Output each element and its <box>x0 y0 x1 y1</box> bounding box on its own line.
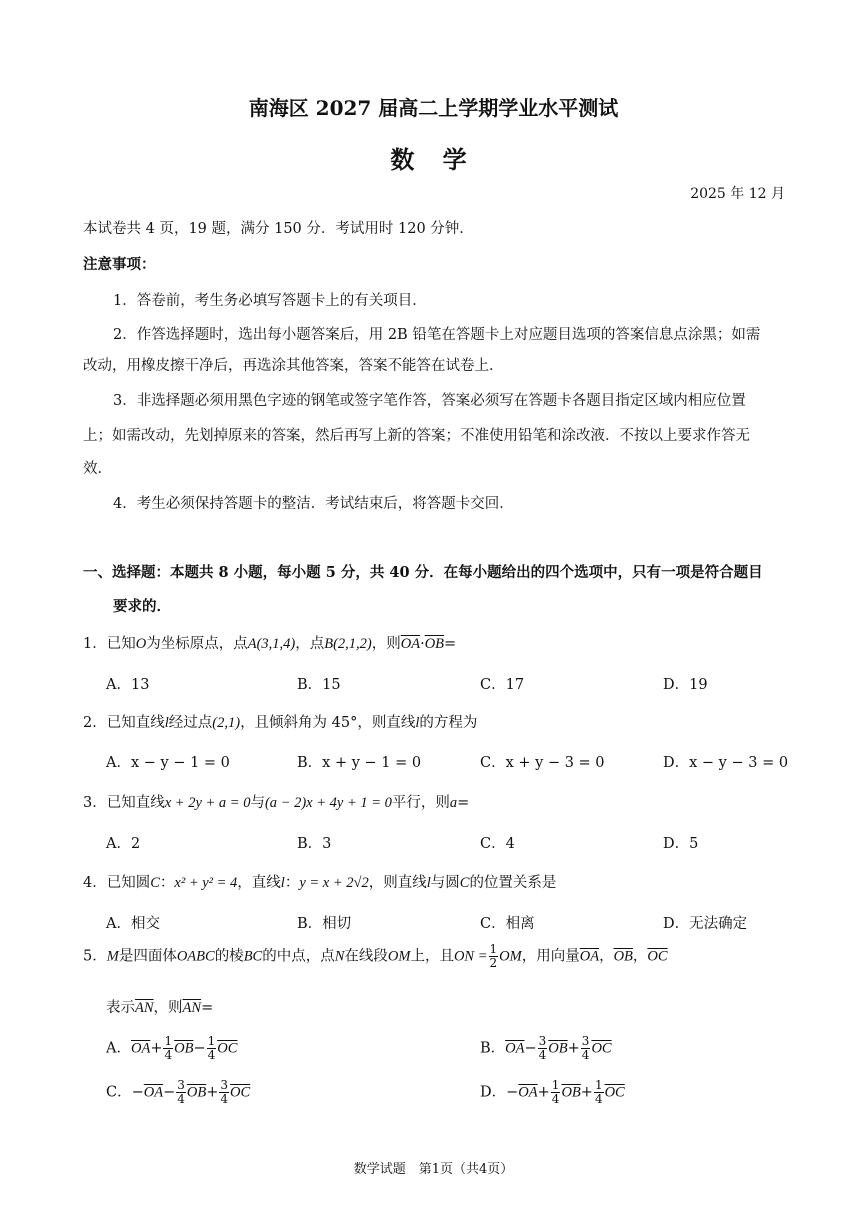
q5-line2-prefix: 表示 <box>106 1000 135 1016</box>
intro-text: 本试卷共 4 页，19 题，满分 150 分．考试用时 120 分钟． <box>83 221 474 237</box>
exam-title: 南海区 2027 届高二上学期学业水平测试 <box>248 96 619 120</box>
q5-d-label: D． <box>480 1084 507 1101</box>
q1-option-c: C．17 <box>480 677 525 693</box>
q5-a-frac1 <box>163 1035 173 1062</box>
page-footer: 数学试题 第1页（共4页） <box>353 1162 514 1177</box>
q5-d-t1: $\overline{OA}$ <box>518 1084 538 1101</box>
q5-vec-ob: $\overline{OB}$ <box>613 948 633 965</box>
q3-mid: 与 <box>250 795 265 811</box>
q2-end: 的方程为 <box>419 715 478 731</box>
q5-a-d1: 4 <box>164 1048 173 1062</box>
q5-b-op1: − <box>524 1040 537 1057</box>
q5-b-d2: 4 <box>581 1048 590 1062</box>
q5-a-t3: $\overline{OC}$ <box>217 1040 238 1057</box>
q5-d-d2: 4 <box>594 1092 603 1106</box>
q1-end: = <box>444 636 457 652</box>
q3-option-b: B．3 <box>297 836 332 852</box>
q2-mid1: 经过点 <box>168 715 213 731</box>
q3-eq1: x + 2y + a = 0 <box>164 795 251 811</box>
q5-option-d <box>480 1079 625 1106</box>
question-5-line2 <box>106 996 213 1017</box>
q2-prefix: 2．已知直线 <box>83 715 165 731</box>
q4-mid: ，直线 <box>237 875 281 891</box>
q5-c-frac1 <box>176 1079 186 1106</box>
q5-b-t1: $\overline{OA}$ <box>505 1040 525 1057</box>
q3-mid2: 平行，则 <box>391 795 450 811</box>
notice-item-3-cont: 上；如需改动，先划掉原来的答案，然后再写上新的答案；不准使用铅笔和涂改液．不按以上要求作答无 <box>83 428 750 444</box>
q5-d-n1: 1 <box>551 1078 560 1092</box>
q5-bc: BC <box>243 948 263 965</box>
q5-a-label: A． <box>106 1040 131 1057</box>
q5-c-op1: − <box>163 1084 176 1101</box>
q5-m: M <box>106 948 119 965</box>
q1-prefix: 1．已知 <box>83 636 136 652</box>
q5-c-t2: $\overline{OB}$ <box>186 1084 207 1101</box>
q5-sep2: ， <box>632 948 648 965</box>
q2-option-d: D．x − y − 3 = 0 <box>663 755 789 771</box>
notice-item-2: 2．作答选择题时，选出每小题答案后，用 2B 铅笔在答题卡上对应题目选项的答案信息点涂黑；如需 <box>113 327 761 343</box>
question-2 <box>83 711 477 732</box>
q5-c-label: C． <box>106 1084 132 1101</box>
q5-a-d2: 4 <box>207 1048 216 1062</box>
q5-line2-end: = <box>201 1000 214 1016</box>
question-1 <box>83 632 456 653</box>
subject-title: 数 学 <box>390 145 477 174</box>
q5-a-t2: $\overline{OB}$ <box>174 1040 194 1057</box>
q5-option-c <box>106 1079 250 1106</box>
q2-option-b: B．x + y − 1 = 0 <box>297 755 422 771</box>
question-4 <box>83 871 556 892</box>
q5-a-op1: + <box>150 1040 163 1057</box>
q4-colon: ： <box>159 875 175 891</box>
q4-eq2: y = x + 2√2 <box>299 875 369 891</box>
q5-om: OM <box>387 948 411 965</box>
q5-option-a <box>106 1035 237 1062</box>
q5-line2-mid: ，则 <box>153 1000 183 1016</box>
notice-item-3-cont2: 效． <box>83 461 112 477</box>
q3-option-a: A．2 <box>106 836 141 852</box>
notice-item-3: 3．非选择题必须用黑色字迹的钢笔或签字笔作答，答案必须写在答题卡各题目指定区域内相应位置 <box>113 393 746 409</box>
section1-heading-cont: 要求的． <box>113 598 171 615</box>
q5-oabc: OABC <box>176 948 215 965</box>
q5-vec-oa: $\overline{OA}$ <box>579 948 600 965</box>
q5-b-n2: 3 <box>581 1034 590 1048</box>
q5-n: N <box>334 948 345 965</box>
q5-b-frac1 <box>538 1035 548 1062</box>
q5-a-n1: 1 <box>164 1034 173 1048</box>
q5-vec-an2: $\overline{AN}$ <box>182 1000 202 1016</box>
q4-option-a: A．相交 <box>106 916 160 932</box>
q5-mid2: 的棱 <box>214 948 244 965</box>
q5-om2: OM <box>499 948 522 965</box>
q5-d-op2: + <box>580 1084 593 1101</box>
q2-mid2: ，且倾斜角为 45°，则直线 <box>240 715 416 731</box>
q4-mid3: 与圆 <box>430 875 460 891</box>
q5-mid1: 是四面体 <box>118 948 177 965</box>
q1-vec-ob: $\overline{OB}$ <box>424 636 445 652</box>
q5-b-t2: $\overline{OB}$ <box>548 1040 568 1057</box>
q2-option-c: C．x + y − 3 = 0 <box>480 755 605 771</box>
q5-c-sign: − <box>131 1084 144 1101</box>
q5-mid4: 在线段 <box>344 948 388 965</box>
q4-c2: C <box>459 875 470 891</box>
q4-prefix: 4．已知圆 <box>83 875 151 891</box>
q2-l: l <box>164 715 169 731</box>
q3-a: a <box>449 795 458 811</box>
q4-option-d: D．无法确定 <box>663 916 748 932</box>
q3-end: = <box>457 795 470 811</box>
q1-option-d: D．19 <box>663 677 708 693</box>
q5-option-b <box>480 1035 612 1062</box>
q5-b-n1: 3 <box>538 1034 547 1048</box>
q5-d-frac1 <box>551 1079 561 1106</box>
q5-on: ON = <box>453 948 488 965</box>
q5-b-label: B． <box>480 1040 506 1057</box>
q4-eq1: x² + y² = 4 <box>174 875 238 891</box>
q2-point: (2,1) <box>212 715 241 731</box>
q4-mid2: ，则直线 <box>368 875 427 891</box>
q4-colon2: ： <box>284 875 300 891</box>
q1-o: O <box>135 636 147 652</box>
q5-b-d1: 4 <box>538 1048 547 1062</box>
q5-b-frac2 <box>581 1035 591 1062</box>
q5-d-op1: + <box>537 1084 550 1101</box>
q5-b-t3: $\overline{OC}$ <box>591 1040 612 1057</box>
q5-fraction <box>489 943 499 970</box>
q1-vec-oa: $\overline{OA}$ <box>400 636 421 652</box>
q2-l2: l <box>415 715 420 731</box>
q1-dot: · <box>420 636 425 652</box>
q1-mid3: ，则 <box>371 636 401 652</box>
q5-a-frac2 <box>207 1035 217 1062</box>
q5-a-n2: 1 <box>207 1034 216 1048</box>
q5-d-t2: $\overline{OB}$ <box>561 1084 581 1101</box>
exam-date: 2025 年 12 月 <box>690 186 785 202</box>
q5-d-d1: 4 <box>551 1092 560 1106</box>
q5-c-n2: 3 <box>220 1078 229 1092</box>
q5-c-t1: $\overline{OA}$ <box>143 1084 164 1101</box>
q5-frac-den: 2 <box>489 956 498 970</box>
q3-eq2: (a − 2)x + 4y + 1 = 0 <box>264 795 392 811</box>
q5-c-d2: 4 <box>220 1092 229 1106</box>
q5-b-op2: + <box>567 1040 580 1057</box>
q1-option-b: B．15 <box>297 677 341 693</box>
notice-item-1: 1．答卷前，考生务必填写答题卡上的有关项目． <box>113 293 427 309</box>
q5-mid5: 上，且 <box>410 948 454 965</box>
q1-mid1: 为坐标原点，点 <box>146 636 248 652</box>
question-5 <box>83 943 668 970</box>
q5-vec-oc: $\overline{OC}$ <box>647 948 668 965</box>
q3-option-d: D．5 <box>663 836 699 852</box>
notice-item-4: 4．考生必须保持答题卡的整洁．考试结束后，将答题卡交回． <box>113 496 514 512</box>
q5-mid6: ，用向量 <box>521 948 580 965</box>
q4-l: l <box>280 875 285 891</box>
q5-d-t3: $\overline{OC}$ <box>604 1084 625 1101</box>
notice-item-2-cont: 改动，用橡皮擦干净后，再选涂其他答案，答案不能答在试卷上． <box>83 358 504 374</box>
section1-heading: 一、选择题：本题共 8 小题，每小题 5 分，共 40 分．在每小题给出的四个选项中，只有一项是符合题目 <box>83 564 763 581</box>
q2-option-a: A．x − y − 1 = 0 <box>106 755 230 771</box>
q5-frac-num: 1 <box>489 942 498 956</box>
q5-d-frac2 <box>594 1079 604 1106</box>
q3-option-c: C．4 <box>480 836 515 852</box>
question-3 <box>83 791 469 812</box>
q5-c-n1: 3 <box>177 1078 185 1092</box>
q5-d-n2: 1 <box>594 1078 603 1092</box>
q4-c: C <box>150 875 160 891</box>
q3-prefix: 3．已知直线 <box>83 795 165 811</box>
q5-c-t3: $\overline{OC}$ <box>230 1084 251 1101</box>
q4-option-c: C．相离 <box>480 916 535 932</box>
q5-c-d1: 4 <box>177 1092 185 1106</box>
q5-a-t1: $\overline{OA}$ <box>130 1040 151 1057</box>
q5-c-op2: + <box>206 1084 219 1101</box>
q5-a-op2: − <box>193 1040 206 1057</box>
q4-l2: l <box>426 875 431 891</box>
q5-vec-an: $\overline{AN}$ <box>135 1000 154 1016</box>
q5-c-frac2 <box>219 1079 229 1106</box>
notice-heading: 注意事项： <box>83 256 156 273</box>
q5-prefix: 5． <box>83 948 107 965</box>
q4-option-b: B．相切 <box>297 916 352 932</box>
q4-end: 的位置关系是 <box>469 875 557 891</box>
q5-d-sign: − <box>506 1084 519 1101</box>
q5-mid3: 的中点，点 <box>262 948 335 965</box>
q1-mid2: ，点 <box>295 636 325 652</box>
q1-point-b: B(2,1,2) <box>324 636 372 652</box>
q1-point-a: A(3,1,4) <box>247 636 296 652</box>
q1-option-a: A．13 <box>106 677 150 693</box>
q5-sep1: ， <box>599 948 614 965</box>
